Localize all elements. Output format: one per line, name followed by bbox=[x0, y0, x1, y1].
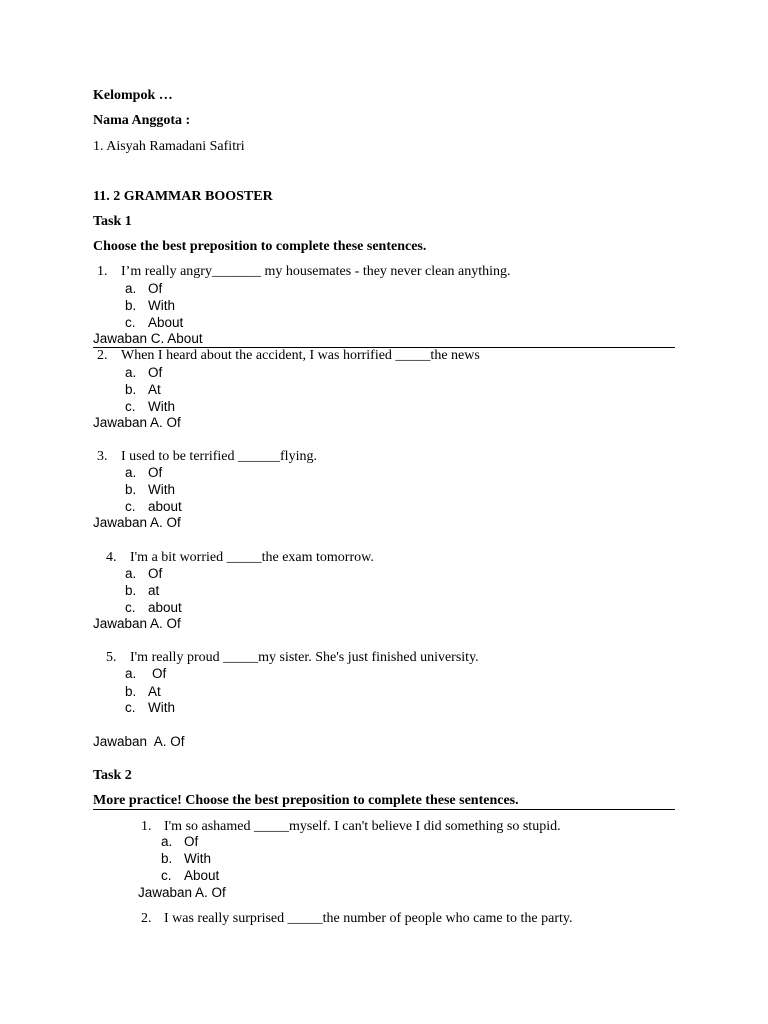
option-letter: b. bbox=[125, 684, 137, 699]
task2-instruction: More practice! Choose the best preposition to complete these sentences. bbox=[93, 793, 519, 808]
option-text: about bbox=[148, 499, 182, 514]
option-letter: b. bbox=[125, 482, 137, 497]
question-number: 1. bbox=[141, 819, 152, 834]
task1-title: Task 1 bbox=[93, 214, 132, 229]
option-text: Of bbox=[152, 666, 167, 681]
option-text: With bbox=[148, 298, 175, 313]
option-letter: c. bbox=[125, 499, 136, 514]
option-letter: c. bbox=[125, 315, 136, 330]
option-text: At bbox=[148, 684, 161, 699]
answer: Jawaban A. Of bbox=[93, 515, 181, 530]
option-text: About bbox=[148, 315, 184, 330]
option-letter: c. bbox=[125, 399, 136, 414]
option-letter: a. bbox=[161, 834, 173, 849]
question-text: When I heard about the accident, I was horrified _____the news bbox=[121, 348, 480, 363]
answer: Jawaban C. About bbox=[93, 331, 203, 346]
option-text: Of bbox=[148, 281, 163, 296]
answer: Jawaban A. Of bbox=[138, 885, 226, 900]
option-text: With bbox=[148, 700, 175, 715]
option-letter: a. bbox=[125, 465, 137, 480]
option-letter: a. bbox=[125, 365, 137, 380]
question-number: 5. bbox=[106, 650, 117, 665]
question-text: I’m really angry_______ my housemates - they never clean anything. bbox=[121, 264, 511, 279]
question-number: 3. bbox=[97, 449, 108, 464]
question-number: 4. bbox=[106, 550, 117, 565]
group-label: Kelompok … bbox=[93, 88, 173, 103]
question-text: I used to be terrified ______flying. bbox=[121, 449, 317, 464]
question-number: 2. bbox=[141, 911, 152, 926]
question-text: I'm a bit worried _____the exam tomorrow. bbox=[130, 550, 374, 565]
option-letter: b. bbox=[125, 298, 137, 313]
member-name: 1. Aisyah Ramadani Safitri bbox=[93, 139, 245, 154]
option-letter: c. bbox=[125, 600, 136, 615]
option-letter: a. bbox=[125, 666, 137, 681]
option-letter: b. bbox=[125, 583, 137, 598]
option-letter: a. bbox=[125, 566, 137, 581]
option-text: at bbox=[148, 583, 160, 598]
option-text: about bbox=[148, 600, 182, 615]
option-letter: b. bbox=[125, 382, 137, 397]
answer: Jawaban A. Of bbox=[93, 415, 181, 430]
question-number: 2. bbox=[97, 348, 108, 363]
option-letter: c. bbox=[125, 700, 136, 715]
option-text: With bbox=[184, 851, 211, 866]
question-text: I'm so ashamed _____myself. I can't believe I did something so stupid. bbox=[164, 819, 561, 834]
question-text: I was really surprised _____the number of people who came to the party. bbox=[164, 911, 573, 926]
question-text: I'm really proud _____my sister. She's just finished university. bbox=[130, 650, 479, 665]
option-text: Of bbox=[148, 365, 163, 380]
task1-instruction: Choose the best preposition to complete these sentences. bbox=[93, 239, 427, 254]
option-letter: c. bbox=[161, 868, 172, 883]
option-letter: a. bbox=[125, 281, 137, 296]
option-text: At bbox=[148, 382, 161, 397]
option-letter: b. bbox=[161, 851, 173, 866]
answer: Jawaban A. Of bbox=[93, 616, 181, 631]
option-text: With bbox=[148, 399, 175, 414]
divider-line bbox=[93, 809, 675, 810]
section-title: 11. 2 GRAMMAR BOOSTER bbox=[93, 189, 273, 204]
option-text: Of bbox=[184, 834, 199, 849]
option-text: Of bbox=[148, 566, 163, 581]
option-text: With bbox=[148, 482, 175, 497]
question-number: 1. bbox=[97, 264, 108, 279]
option-text: About bbox=[184, 868, 220, 883]
option-text: Of bbox=[148, 465, 163, 480]
task2-title: Task 2 bbox=[93, 768, 132, 783]
answer: Jawaban A. Of bbox=[93, 734, 185, 749]
members-label: Nama Anggota : bbox=[93, 113, 191, 128]
